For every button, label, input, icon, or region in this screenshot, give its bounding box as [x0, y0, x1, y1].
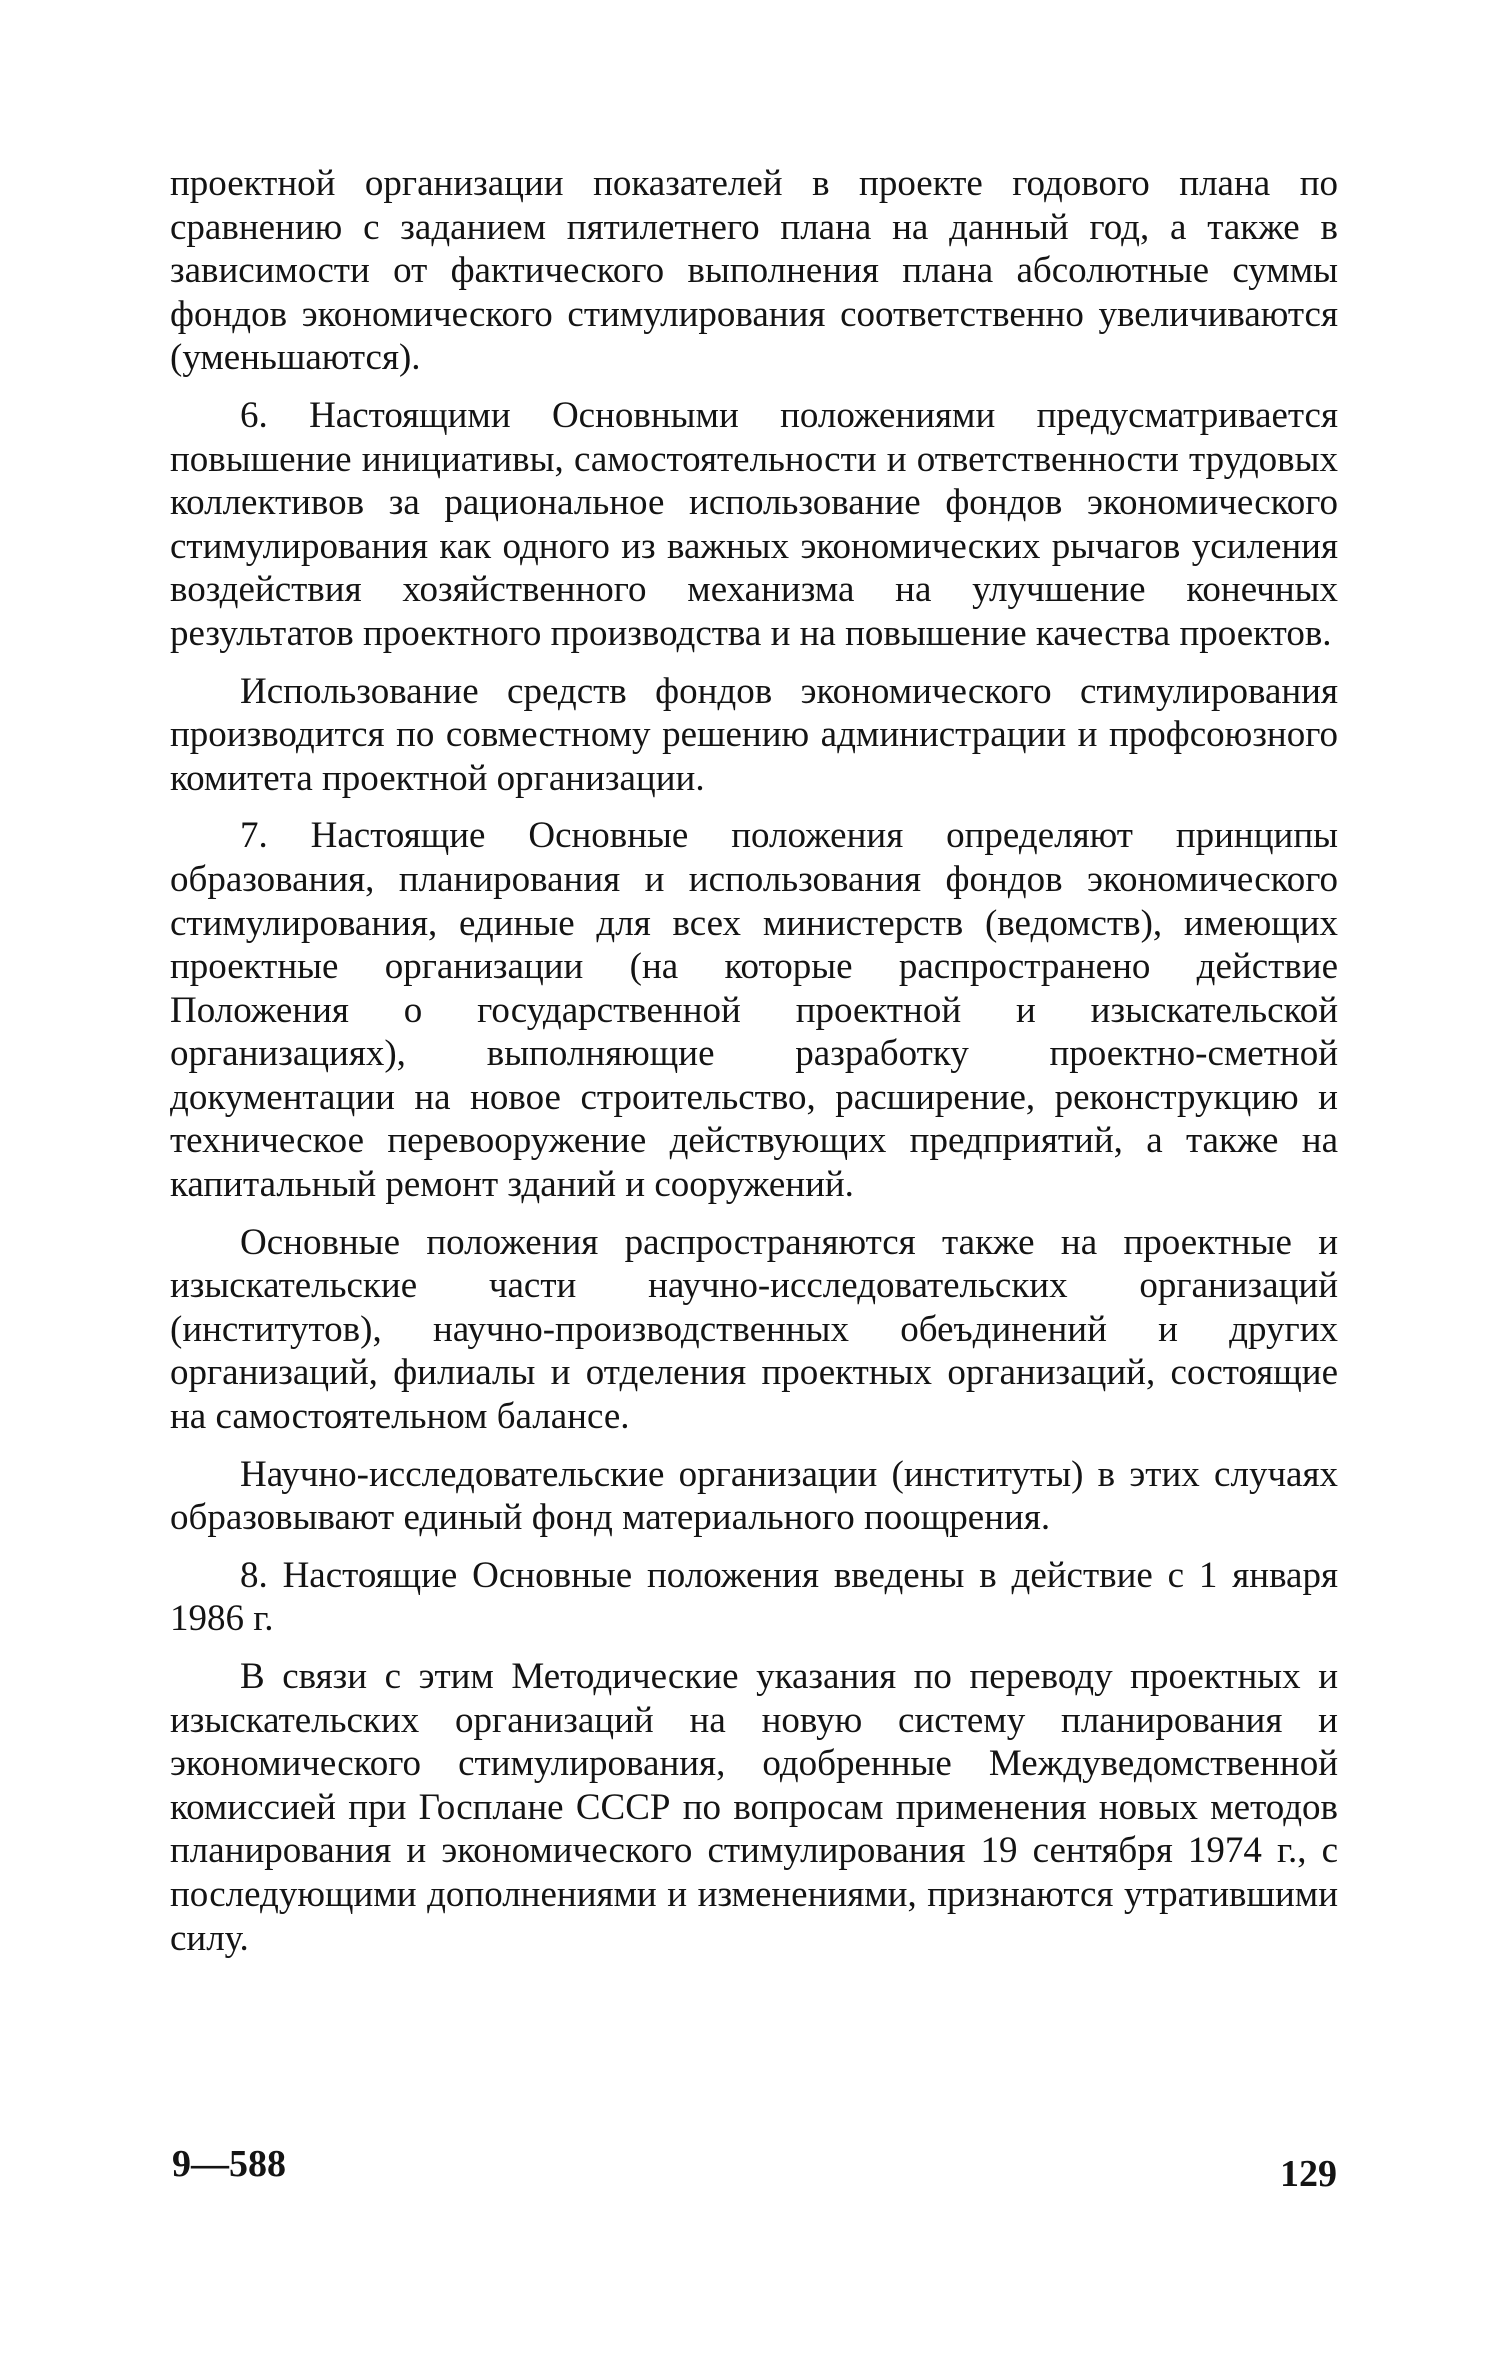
- printer-signature: 9—588: [172, 2143, 286, 2185]
- paragraph-repeal: В связи с этим Методические указания по переводу проектных и изыскательских организаций на новую систему планирования и экономического стимулирования, одобренные Междуведомственной комиссией при Госплане СССР по вопросам применения новых методов планирования и экономического стимулирования 19 сентября 1974 г., с последующими дополнениями и изменениями, признаются утратившими силу.: [170, 1656, 1338, 1959]
- paragraph-item-6: 6. Настоящими Основными положениями предусматривается повышение инициативы, самостоятельности и ответственности трудовых коллективов за рациональное использование фондов экономического стимулирования как одного из важных экономических рычагов усиления воздействия хозяйственного механизма на улучшение конечных результатов проектного производства и на повышение качества проектов.: [170, 394, 1338, 654]
- paragraph-scope: Основные положения распространяются также на проектные и изыскательские части научно-исследовательских организаций (институтов), научно-производственных обеъдинений и других организаций, филиалы и отделения проектных организаций, состоящие на самостоятельном балансе.: [170, 1221, 1338, 1438]
- paragraph-item-8: 8. Настоящие Основные положения введены в действие с 1 января 1986 г.: [170, 1554, 1338, 1640]
- paragraph-research-organizations: Научно-исследовательские организации (институты) в этих случаях образовывают единый фонд материального поощрения.: [170, 1453, 1338, 1539]
- paragraph-item-7: 7. Настоящие Основные положения определяют принципы образования, планирования и использования фондов экономического стимулирования, единые для всех министерств (ведомств), имеющих проектные организации (на которые распространено действие Положения о государственной проектной и изыскательской организациях), выполняющие разработку проектно-сметной документации на новое строительство, расширение, реконструкцию и техническое перевооружение действующих предприятий, а также на капитальный ремонт зданий и сооружений.: [170, 815, 1338, 1206]
- page-number: 129: [1280, 2153, 1337, 2195]
- document-body: [170, 162, 1338, 1974]
- paragraph-continuation: проектной организации показателей в проекте годового плана по сравнению с заданием пятилетнего плана на данный год, а также в зависимости от фактического выполнения плана абсолютные суммы фондов экономического стимулирования соответственно увеличиваются (уменьшаются).: [170, 163, 1338, 379]
- paragraph-use-of-funds: Использование средств фондов экономического стимулирования производится по совместному решению администрации и профсоюзного комитета проектной организации.: [170, 670, 1338, 799]
